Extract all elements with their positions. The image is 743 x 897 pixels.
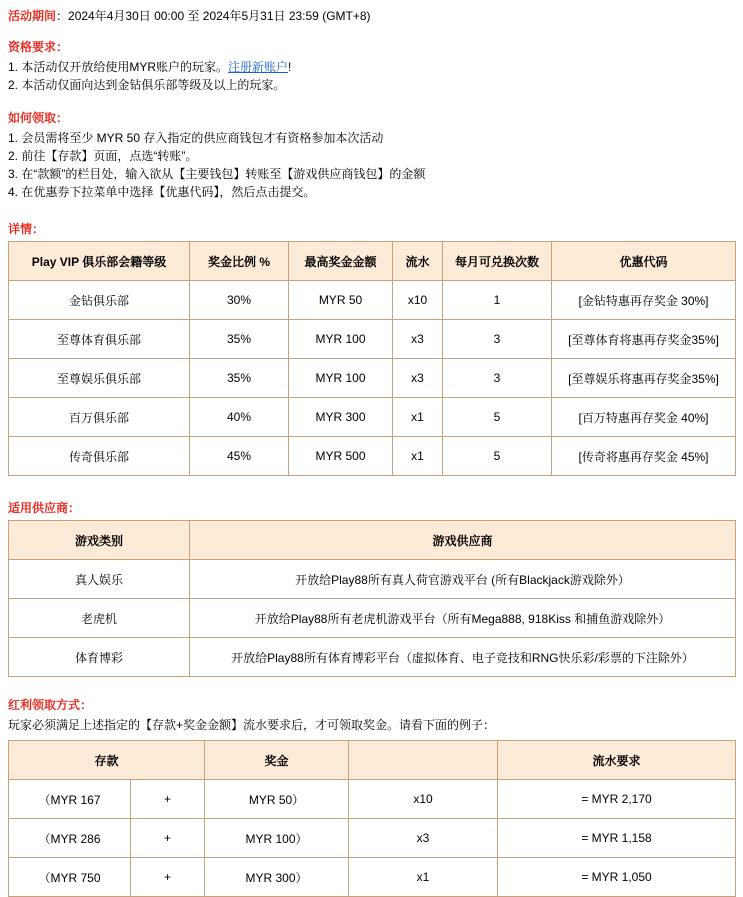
- table-cell: （MYR 286: [9, 819, 131, 858]
- table-row: [9, 599, 736, 638]
- table-cell: 体育博彩: [9, 638, 190, 677]
- howto-list: [8, 130, 735, 201]
- table-cell: （MYR 750: [9, 858, 131, 897]
- howto-title: 如何领取：: [8, 111, 69, 125]
- providers-section: [8, 500, 735, 677]
- table-cell: 开放给Play88所有体育博彩平台（虚拟体育、电子竞技和RNG快乐彩/彩票的下注除外）: [190, 638, 736, 677]
- table-cell: 35%: [190, 320, 289, 359]
- eligibility-title: 资格要求：: [8, 40, 69, 54]
- list-item: 1. 会员需将至少 MYR 50 存入指定的供应商钱包才有资格参加本次活动: [8, 131, 384, 145]
- promo-period: [8, 8, 735, 25]
- eligibility-section: [8, 39, 735, 94]
- list-item: 2. 前往【存款】页面，点选“转账”。: [8, 149, 198, 163]
- table-cell: [传奇将惠再存奖金 45%]: [552, 437, 736, 476]
- table-row: [9, 819, 736, 858]
- list-item: [8, 77, 735, 94]
- table-cell: x10: [393, 281, 443, 320]
- table-cell: MYR 50: [289, 281, 393, 320]
- table-row: [9, 320, 736, 359]
- bonus-example-table: [8, 740, 736, 897]
- table-row: [9, 858, 736, 897]
- table-cell: = MYR 1,050: [498, 858, 736, 897]
- column-header: 最高奖金金额: [289, 242, 393, 281]
- bonus-section: [8, 697, 735, 897]
- eligibility-item-1-text: 2. 本活动仅面向达到金钻俱乐部等级及以上的玩家。: [8, 78, 286, 92]
- table-header-row: [9, 242, 736, 281]
- providers-table: [8, 520, 736, 677]
- table-cell: = MYR 2,170: [498, 780, 736, 819]
- table-cell: MYR 300: [289, 398, 393, 437]
- table-cell: [至尊体育将惠再存奖金35%]: [552, 320, 736, 359]
- table-cell: 开放给Play88所有真人荷官游戏平台 (所有Blackjack游戏除外）: [190, 560, 736, 599]
- table-cell: MYR 50）: [205, 780, 349, 819]
- column-header: 每月可兑换次数: [443, 242, 552, 281]
- table-cell: MYR 100）: [205, 819, 349, 858]
- table-cell: 30%: [190, 281, 289, 320]
- eligibility-item-0-suffix: !: [288, 60, 292, 74]
- table-cell: [至尊娱乐将惠再存奖金35%]: [552, 359, 736, 398]
- table-cell: +: [131, 780, 205, 819]
- table-cell: 5: [443, 437, 552, 476]
- column-header: 奖金比例 %: [190, 242, 289, 281]
- table-row: [9, 780, 736, 819]
- table-row: [9, 359, 736, 398]
- table-cell: MYR 100: [289, 320, 393, 359]
- table-cell: 3: [443, 359, 552, 398]
- table-cell: 5: [443, 398, 552, 437]
- table-row: [9, 560, 736, 599]
- table-cell: MYR 500: [289, 437, 393, 476]
- column-header-spacer: [349, 741, 498, 780]
- table-cell: x3: [393, 359, 443, 398]
- table-cell: 40%: [190, 398, 289, 437]
- table-cell: （MYR 167: [9, 780, 131, 819]
- table-row: [9, 437, 736, 476]
- column-header: 优惠代码: [552, 242, 736, 281]
- table-header-row: [9, 741, 736, 780]
- column-header: Play VIP 俱乐部会籍等级: [9, 242, 190, 281]
- list-item: 4. 在优惠券下拉菜单中选择【优惠代码】，然后点击提交。: [8, 185, 316, 199]
- table-row: [9, 638, 736, 677]
- table-row: [9, 398, 736, 437]
- details-section: [8, 221, 735, 476]
- column-header: 游戏供应商: [190, 521, 736, 560]
- table-cell: 至尊娱乐俱乐部: [9, 359, 190, 398]
- table-cell: +: [131, 819, 205, 858]
- column-header: 奖金: [205, 741, 349, 780]
- table-cell: MYR 300）: [205, 858, 349, 897]
- table-cell: +: [131, 858, 205, 897]
- bonus-note: 玩家必须满足上述指定的【存款+奖金金额】流水要求后，才可领取奖金。请看下面的例子：: [8, 718, 496, 732]
- table-cell: [百万特惠再存奖金 40%]: [552, 398, 736, 437]
- table-cell: x1: [349, 858, 498, 897]
- table-cell: = MYR 1,158: [498, 819, 736, 858]
- howto-section: [8, 110, 735, 201]
- table-cell: 传奇俱乐部: [9, 437, 190, 476]
- list-item: [8, 59, 735, 76]
- table-cell: 35%: [190, 359, 289, 398]
- table-cell: x3: [393, 320, 443, 359]
- table-cell: 3: [443, 320, 552, 359]
- table-row: [9, 281, 736, 320]
- column-header: 流水: [393, 242, 443, 281]
- table-cell: 老虎机: [9, 599, 190, 638]
- table-cell: x3: [349, 819, 498, 858]
- eligibility-item-0-text: 1. 本活动仅开放给使用MYR账户的玩家。: [8, 60, 229, 74]
- bonus-title: 红利领取方式：: [8, 698, 93, 712]
- promo-period-value: 2024年4月30日 00:00 至 2024年5月31日 23:59 (GMT+8): [68, 9, 371, 23]
- table-cell: 1: [443, 281, 552, 320]
- eligibility-list: [8, 59, 735, 94]
- table-cell: 百万俱乐部: [9, 398, 190, 437]
- list-item: 3. 在“款额”的栏目处，输入欲从【主要钱包】转账至【游戏供应商钱包】的金额: [8, 167, 426, 181]
- table-cell: 真人娱乐: [9, 560, 190, 599]
- details-title: 详情：: [8, 222, 45, 236]
- table-cell: 开放给Play88所有老虎机游戏平台（所有Mega888, 918Kiss 和捕鱼游戏除外）: [190, 599, 736, 638]
- table-cell: x10: [349, 780, 498, 819]
- table-cell: 45%: [190, 437, 289, 476]
- column-header: 流水要求: [498, 741, 736, 780]
- column-header: 存款: [9, 741, 205, 780]
- table-cell: x1: [393, 437, 443, 476]
- table-header-row: [9, 521, 736, 560]
- column-header: 游戏类别: [9, 521, 190, 560]
- promo-period-label: 活动期间: [8, 9, 57, 23]
- register-account-link[interactable]: 注册新账户: [228, 60, 289, 74]
- table-cell: 金钻俱乐部: [9, 281, 190, 320]
- table-cell: x1: [393, 398, 443, 437]
- promo-period-sep: ：: [56, 9, 69, 23]
- table-cell: [金钻特惠再存奖金 30%]: [552, 281, 736, 320]
- providers-title: 适用供应商：: [8, 501, 81, 515]
- vip-tier-table: [8, 241, 736, 476]
- table-cell: MYR 100: [289, 359, 393, 398]
- table-cell: 至尊体育俱乐部: [9, 320, 190, 359]
